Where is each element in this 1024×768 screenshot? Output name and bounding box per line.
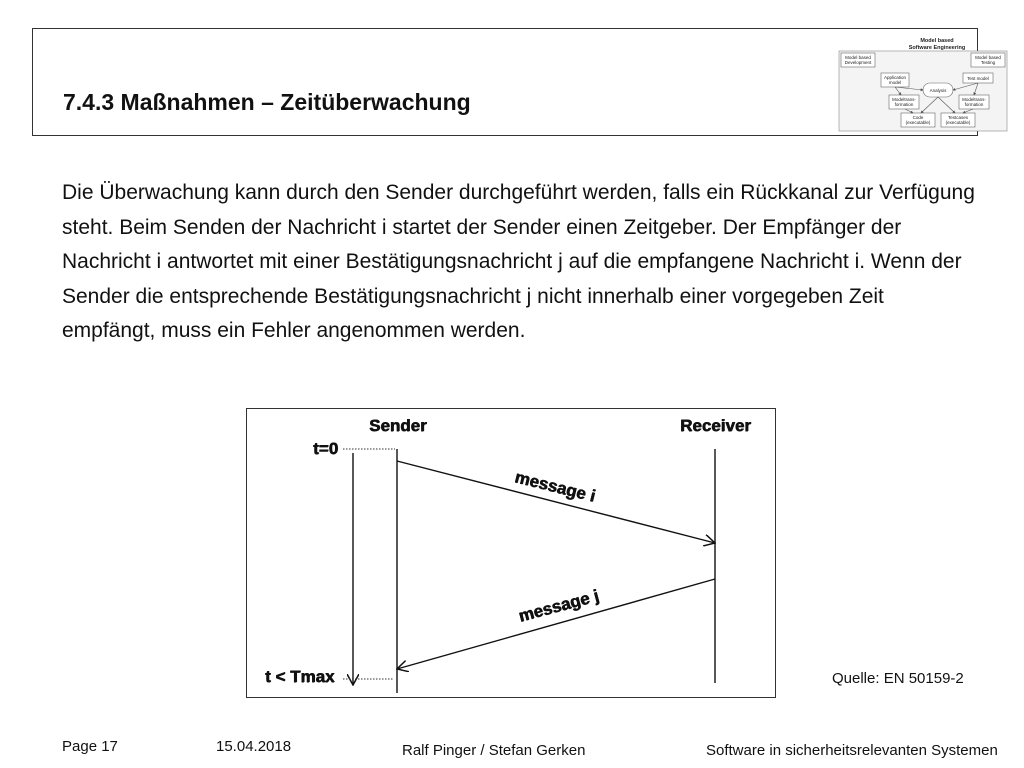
- mini-left-top-2: Development: [844, 60, 872, 65]
- mini-analysis: Analysis: [929, 88, 947, 93]
- mini-tests-1: Testcases: [947, 115, 969, 120]
- header-box: [32, 28, 1001, 136]
- mini-top-label-2: Software Engineering: [908, 45, 966, 51]
- message-j-arrow: [397, 579, 715, 669]
- body-paragraph: Die Überwachung kann durch den Sender durchgeführt werden, falls ein Rückkanal zur Verfügung steht. Beim Senden der Nachricht i startet der Sender einen Zeitgeber. Der Empfänger der Nachricht i antwortet mit einer Bestätigungsnachricht j auf die empfangene Nachricht i. Wenn der Sender die entsprechende Bestätigungsnachricht j nicht innerhalb einer vorgegeben Zeit empfängt, muss ein Fehler angenommen werden.: [62, 181, 975, 342]
- mini-mt-right-2: formation: [964, 102, 984, 107]
- mini-left-top-1: Model based: [845, 55, 871, 60]
- model-based-engineering-diagram: [833, 33, 1011, 133]
- mini-mt-left-2: formation: [894, 102, 914, 107]
- footer-date: 15.04.2018: [216, 738, 292, 755]
- message-i-label: message i: [512, 467, 598, 506]
- mini-code-1: Code: [912, 115, 924, 120]
- footer-course-title: Software in sicherheitsrelevanten Systemen: [706, 742, 998, 759]
- footer-page-number: Page 17: [62, 738, 118, 755]
- receiver-label: Receiver: [680, 416, 751, 435]
- slide-title: 7.4.3 Maßnahmen – Zeitüberwachung: [63, 89, 471, 115]
- mini-code-2: (executable): [905, 120, 931, 125]
- sender-label: Sender: [369, 416, 427, 435]
- mini-right-top-1: Model based: [975, 55, 1001, 60]
- source-citation: Quelle: EN 50159-2: [832, 670, 964, 687]
- mini-right-top-2: Testing: [980, 60, 996, 65]
- mini-mt-left-1: Modeltrans-: [892, 97, 916, 102]
- mini-app-model-2: model: [888, 80, 902, 85]
- mini-mt-right-1: Modeltrans-: [962, 97, 986, 102]
- t-start-label: t=0: [313, 439, 339, 458]
- t-end-label: t < Tmax: [265, 667, 335, 686]
- message-i-arrow: [397, 461, 715, 543]
- mini-tests-2: (executable): [945, 120, 971, 125]
- mini-top-label-1: Model based: [920, 38, 954, 44]
- mini-test-model: Test model: [967, 76, 989, 81]
- footer-authors: Ralf Pinger / Stefan Gerken: [402, 742, 586, 759]
- message-j-label: message j: [516, 586, 601, 626]
- mini-app-model-1: Application: [883, 75, 907, 80]
- sequence-diagram: [246, 408, 776, 698]
